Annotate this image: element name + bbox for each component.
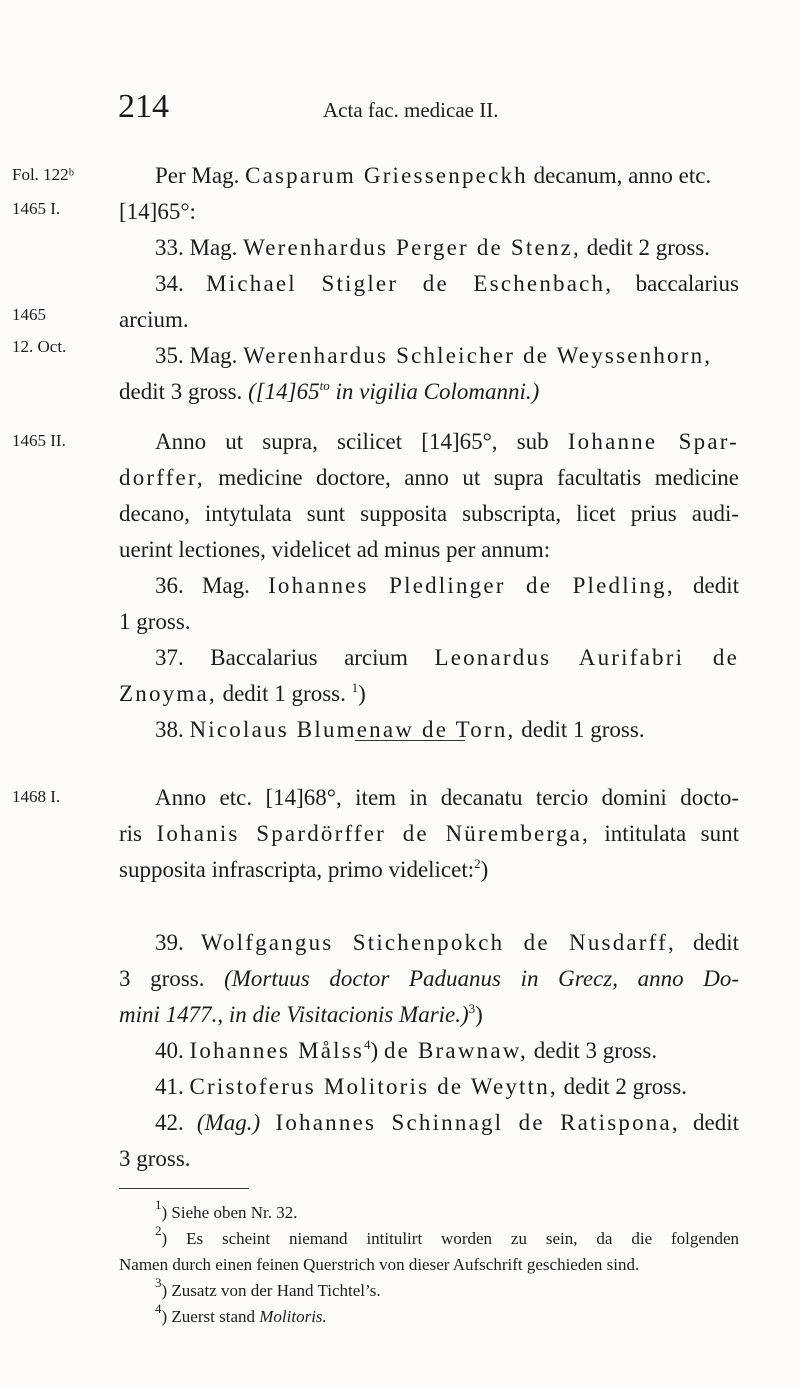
margin-note-1465-i: 1465 I. [12,199,61,218]
text-line: supposita infrascripta, primo videlicet:$^2$) [119,856,489,882]
footnote-3: $^3$) Zusatz von der Hand Tichtel’s. [155,1275,381,1300]
text-line: Anno ut supra, scilicet [14]65°, sub Iohanne Spar- [155,429,739,454]
footnote-ref: 3 [468,1001,476,1016]
entry-36: 36. Mag. Iohannes Pledlinger de Pledling, dedit [155,573,739,598]
entry-42: 42. (Mag.) Iohannes Schinnagl de Ratispona, dedit [155,1110,739,1135]
entry-33: 33. Mag. Werenhardus Perger de Stenz, dedit 2 gross. [155,235,711,260]
section-1468-i [119,780,739,888]
text-line: Znoyma, dedit 1 gross. $^1$) [119,680,366,706]
text-line: dorffer, medicine doctore, anno ut supra facultatis medicine [119,465,739,490]
text-line: arcium. [119,307,189,332]
section-1465-ii [119,424,739,748]
entry-41: 41. Cristoferus Molitoris de Weyttn, dedit 2 gross. [155,1074,687,1099]
text-line: [14]65°: [119,199,196,224]
page-header [0,88,800,128]
margin-note-1468-i: 1468 I. [12,787,61,806]
text-line: decano, intytulata sunt supposita subscripta, licet prius audi- [119,501,739,526]
margin-note-folio: Fol. 122ᵇ [12,165,74,184]
text-line: 1 gross. [119,609,191,634]
footnote-divider [119,1188,249,1189]
text-line: mini 1477., in die Visitacionis Marie.)$^3$) [119,1001,483,1027]
text-line: ris Iohanis Spardörffer de Nüremberga, intitulata sunt [119,821,739,846]
entry-34: 34. Michael Stigler de Eschenbach, baccalarius [155,271,740,296]
text-line: uerint lectiones, videlicet ad minus per annum: [119,537,551,562]
margin-note-1465-ii: 1465 II. [12,431,66,450]
entry-38: 38. Nicolaus Blumenaw de Torn, dedit 1 gross. [155,717,645,742]
footnote-4: $^4$) Zuerst stand Molitoris. [155,1301,327,1326]
footnote-2-cont: Namen durch einen feinen Querstrich von dieser Aufschrift geschieden sind. [119,1255,640,1274]
footnote-1: $^1$) Siehe oben Nr. 32. [155,1197,298,1222]
entry-39: 39. Wolfgangus Stichenpokch de Nusdarff, dedit [155,930,740,955]
section-divider [355,740,465,741]
margin-note-1465: 1465 [12,305,46,324]
footnote-2: $^2$) Es scheint niemand intitulirt worden zu sein, da die folgenden [155,1223,739,1248]
text-line: 3 gross. [119,1146,191,1171]
footnote-ref: 4 [364,1037,371,1052]
footnote-ref: 2 [474,856,481,871]
text-line: Anno etc. [14]68°, item in decanatu tercio domini docto- [155,785,739,810]
entry-40: 40. Iohannes Målss$^4$) de Brawnaw, dedit 3 gross. [155,1037,658,1063]
running-title: Acta fac. medicae II. [323,98,499,122]
entry-37: 37. Baccalarius arcium Leonardus Aurifabri de [155,645,739,670]
footnote-ref: 1 [351,680,359,695]
margin-note-12-oct: 12. Oct. [12,337,67,356]
text-line: dedit 3 gross. ($[14]65^{to}$ in vigilia Colomanni.) [119,378,540,404]
footnotes [119,1197,739,1330]
section-1468-i-entries [119,925,739,1177]
section-1465-i [119,158,739,410]
text-line: Per Mag. Casparum Griessenpeckh decanum, anno etc. [155,163,712,188]
page-number: 214 [118,88,169,125]
entry-35: 35. Mag. Werenhardus Schleicher de Weyssenhorn, [155,343,713,368]
text-line: 3 gross. (Mortuus doctor Paduanus in Grecz, anno Do- [119,966,739,991]
